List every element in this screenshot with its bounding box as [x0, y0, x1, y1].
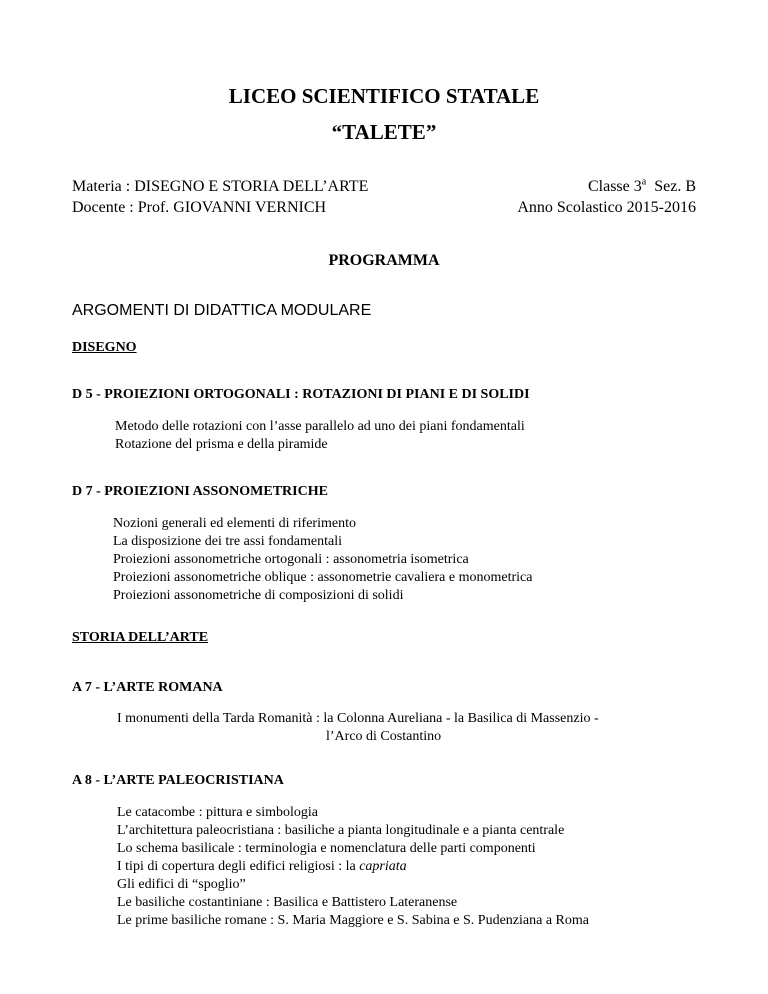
- programma-heading: PROGRAMMA: [328, 252, 440, 269]
- school-name: “TALETE”: [331, 120, 437, 144]
- list-item: Le catacombe : pittura e simbologia: [117, 805, 318, 820]
- a7-line2: l’Arco di Costantino: [326, 729, 442, 744]
- a7-line1: I monumenti della Tarda Romanità : la Colonna Aureliana - la Basilica di Massenzio -: [117, 711, 599, 726]
- list-item: Nozioni generali ed elementi di riferimento: [113, 516, 356, 531]
- list-item: Le prime basiliche romane : S. Maria Maggiore e S. Sabina e S. Pudenziana a Roma: [117, 913, 589, 928]
- storia-section-title: STORIA DELL’ARTE: [72, 630, 209, 645]
- list-item: Rotazione del prisma e della piramide: [115, 437, 328, 452]
- anno-line: Anno Scolastico 2015-2016: [517, 199, 696, 216]
- d5-heading: D 5 - PROIEZIONI ORTOGONALI : ROTAZIONI DI PIANI E DI SOLIDI: [72, 387, 530, 402]
- list-item: Metodo delle rotazioni con l’asse parallelo ad uno dei piani fondamentali: [115, 419, 525, 434]
- list-item: Proiezioni assonometriche oblique : assonometrie cavaliera e monometrica: [113, 570, 533, 585]
- classe-sup: a: [641, 176, 647, 188]
- d5-list: [115, 418, 525, 454]
- classe-prefix: Classe 3: [587, 178, 642, 195]
- list-item: La disposizione dei tre assi fondamentali: [113, 534, 342, 549]
- a8-heading: A 8 - L’ARTE PALEOCRISTIANA: [72, 773, 284, 788]
- a7-heading: A 7 - L’ARTE ROMANA: [72, 680, 223, 695]
- classe-line: [588, 178, 696, 196]
- classe-suffix: Sez. B: [646, 178, 696, 195]
- d7-heading: D 7 - PROIEZIONI ASSONOMETRICHE: [72, 484, 328, 499]
- argomenti-heading: ARGOMENTI DI DIDATTICA MODULARE: [72, 302, 372, 319]
- disegno-section-title: DISEGNO: [72, 340, 137, 355]
- list-item: Gli edifici di “spoglio”: [117, 877, 246, 892]
- list-item: Proiezioni assonometriche di composizioni di solidi: [113, 588, 404, 603]
- copertura-text: I tipi di copertura degli edifici religiosi : la: [117, 859, 360, 874]
- list-item: Proiezioni assonometriche ortogonali : assonometria isometrica: [113, 552, 469, 567]
- copertura-italic: capriata: [359, 859, 407, 874]
- a8-list: [117, 804, 589, 930]
- list-item: L’architettura paleocristiana : basiliche a pianta longitudinale e a pianta centrale: [117, 823, 565, 838]
- school-title: LICEO SCIENTIFICO STATALE: [228, 84, 540, 108]
- list-item: Lo schema basilicale : terminologia e nomenclatura delle parti componenti: [117, 841, 536, 856]
- docente-line: Docente : Prof. GIOVANNI VERNICH: [72, 199, 327, 216]
- d7-list: [113, 515, 532, 605]
- list-item: Le basiliche costantiniane : Basilica e Battistero Lateranense: [117, 895, 458, 910]
- materia-line: Materia : DISEGNO E STORIA DELL’ARTE: [72, 178, 369, 195]
- list-item: [117, 858, 589, 876]
